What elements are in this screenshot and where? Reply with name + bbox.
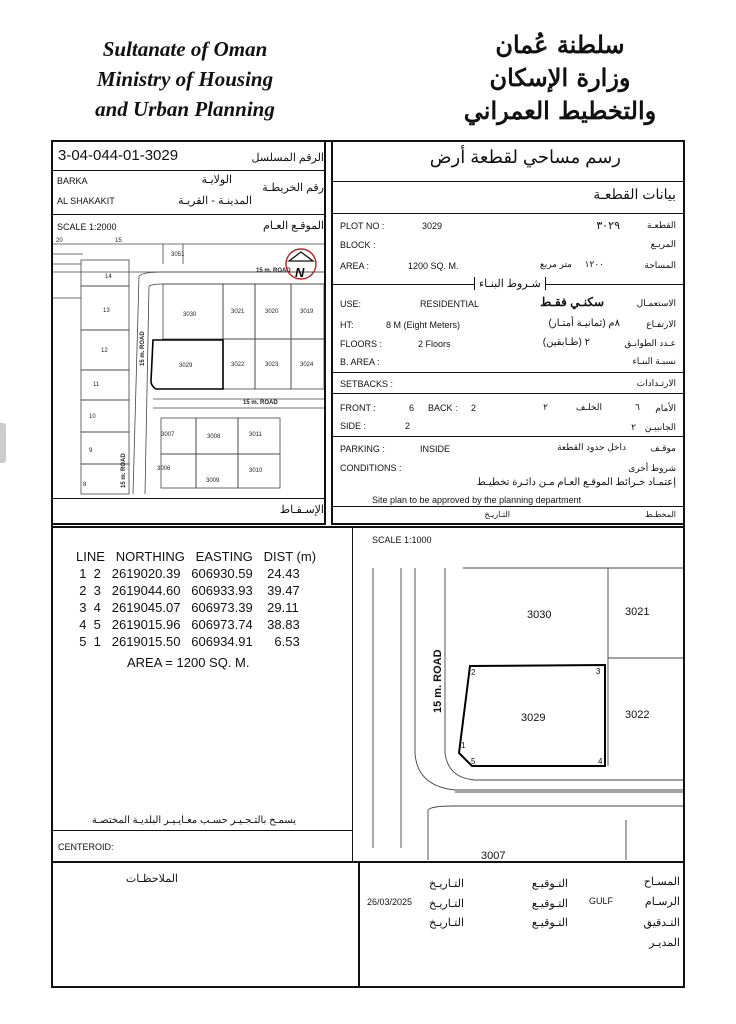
planner-label-ar: المخطـط bbox=[645, 510, 676, 519]
vertex-label: 2 bbox=[471, 668, 476, 677]
block-label: BLOCK : bbox=[340, 240, 376, 250]
map-label-road-top: 15 m. ROAD bbox=[256, 268, 291, 274]
wilayat-value: BARKA bbox=[57, 176, 88, 186]
big-map-plot: 3030 bbox=[527, 609, 552, 621]
area-label-ar: المساحة bbox=[644, 260, 676, 270]
big-map-scale: SCALE 1:1000 bbox=[372, 535, 432, 545]
area-value-ar: ١٢٠٠ bbox=[584, 259, 604, 269]
location-label-ar: الموقـع العـام bbox=[263, 220, 324, 232]
setbacks-label: SETBACKS : bbox=[340, 379, 394, 389]
plot-no-value: 3029 bbox=[422, 221, 443, 231]
area-value: 1200 SQ. M. bbox=[408, 261, 459, 271]
map-plot: 3023 bbox=[265, 362, 279, 368]
drafter-label-ar: الرسـام bbox=[644, 896, 680, 908]
drafter-date-value: 26/03/2025 bbox=[367, 897, 413, 907]
surveyor-label-ar: المسـاح bbox=[643, 876, 680, 888]
map-plot: 3006 bbox=[157, 466, 171, 472]
ministry-line-2: Ministry of Housing bbox=[96, 67, 274, 91]
map-plot: 3022 bbox=[231, 362, 245, 368]
coords-row: 2 3 2619044.60 606933.93 39.47 bbox=[72, 583, 300, 598]
floors-value: 2 Floors bbox=[418, 339, 451, 349]
height-label-ar: الارتفـاع bbox=[646, 319, 676, 329]
front-value: 6 bbox=[409, 403, 415, 413]
b-area-label: B. AREA : bbox=[340, 357, 380, 367]
map-plot: 3007 bbox=[161, 432, 175, 438]
ministry-line-1: Sultanate of Oman bbox=[102, 37, 268, 61]
parking-value-ar: داخل حدود القطعة bbox=[557, 442, 626, 452]
front-value-ar: ٦ bbox=[635, 402, 640, 412]
floors-value-ar: ٢ (طـابقين) bbox=[542, 337, 590, 348]
map-plot: 8 bbox=[83, 482, 87, 488]
page-edge-handle[interactable] bbox=[0, 423, 6, 463]
map-plot: 3030 bbox=[183, 312, 197, 318]
coords-header: LINE NORTHING EASTING DIST (m) bbox=[76, 549, 317, 564]
centeroid-label: CENTEROID: bbox=[58, 842, 114, 852]
conditions-label-ar: شروط أخرى bbox=[628, 463, 676, 473]
conditions-text-ar: إعتمـاد خـرائط الموقـع العـام مـن دائـرة تخطيـط bbox=[476, 477, 676, 488]
north-arrow-icon bbox=[286, 249, 316, 280]
ministry-name-en bbox=[70, 34, 300, 124]
map-plot: 3010 bbox=[249, 468, 263, 474]
checker-date-ar: التـاريـخ bbox=[429, 917, 464, 929]
area-label: AREA : bbox=[340, 261, 370, 271]
map-plot: 11 bbox=[93, 382, 100, 388]
map-plot: 3029 bbox=[179, 363, 193, 369]
wilayat-label-ar: الولايـة bbox=[201, 174, 232, 186]
map-plot: 3019 bbox=[300, 309, 314, 315]
setbacks-label-ar: الارتـدادات bbox=[636, 378, 676, 388]
map-plot: 9 bbox=[89, 448, 93, 454]
coords-row: 1 2 2619020.39 606930.59 24.43 bbox=[72, 566, 300, 581]
svg-text:N: N bbox=[295, 265, 305, 280]
ministry-ar-line-1: سلطنة عُمان bbox=[495, 30, 625, 59]
drafter-signature-ar: التـوقيـع bbox=[531, 898, 568, 910]
map-label-road-mid: 15 m. ROAD bbox=[243, 400, 278, 406]
plot-no-label: PLOT NO : bbox=[340, 221, 385, 231]
map-no-label-ar: رقم الخريطـة bbox=[262, 182, 324, 194]
side-label: SIDE : bbox=[340, 421, 367, 431]
date-label-ar: التـاريـخ bbox=[484, 510, 510, 519]
use-label-ar: الاستعمـال bbox=[636, 298, 676, 308]
plot-label-ar: القطعـة bbox=[647, 220, 676, 230]
big-map-plot: 3029 bbox=[521, 712, 546, 724]
vertex-label: 4 bbox=[598, 757, 603, 766]
vertex-label: 1 bbox=[461, 741, 466, 750]
use-value: RESIDENTIAL bbox=[420, 299, 480, 309]
tolerance-note-ar: يسمـح بالتـجـيـر حسـب معـايـيـر البلديـة المختصـة bbox=[91, 815, 296, 826]
ministry-line-3: and Urban Planning bbox=[95, 97, 275, 121]
coords-row: 3 4 2619045.07 606973.39 29.11 bbox=[72, 600, 299, 615]
map-plot: 3011 bbox=[249, 432, 262, 438]
side-value-ar: ٢ bbox=[631, 422, 636, 432]
use-label: USE: bbox=[340, 299, 362, 309]
map-plot: 12 bbox=[101, 348, 108, 354]
vertex-label: 5 bbox=[471, 757, 476, 766]
projection-label-ar: الإسـقـاط bbox=[279, 504, 324, 516]
area-unit-ar: متر مربع bbox=[539, 259, 572, 269]
village-label-ar: المدينـة - القريـة bbox=[177, 195, 252, 207]
ministry-ar-line-2: وزارة الإسكان bbox=[489, 63, 631, 92]
big-map-plot: 3007 bbox=[481, 850, 506, 860]
map-plot: 3020 bbox=[265, 309, 279, 315]
director-label-ar: المديـر bbox=[649, 937, 680, 949]
block-label-ar: المربـع bbox=[650, 239, 676, 249]
surveyor-date-ar: التـاريـخ bbox=[429, 878, 464, 890]
village-value: AL SHAKAKIT bbox=[57, 196, 115, 206]
back-value-ar: ٢ bbox=[543, 402, 548, 412]
side-label-ar: الجانبيـن bbox=[644, 422, 676, 432]
conditions-label: CONDITIONS : bbox=[340, 463, 402, 473]
surveyor-signature-ar: التـوقيـع bbox=[531, 878, 568, 890]
map-plot: 10 bbox=[89, 414, 96, 420]
big-map-road: 15 m. ROAD bbox=[432, 649, 444, 713]
floors-label: FLOORS : bbox=[340, 339, 383, 349]
checker-label-ar: التـدقيق bbox=[643, 917, 680, 929]
map-label-road-left2: 15 m. ROAD bbox=[121, 453, 127, 488]
height-value-ar: ٨م (ثمانيـة أمتـار) bbox=[548, 318, 620, 329]
big-map-plot: 3022 bbox=[625, 709, 650, 721]
map-plot: 15 bbox=[115, 238, 122, 244]
plot-sketch-map bbox=[353, 548, 683, 860]
height-label: HT: bbox=[340, 320, 354, 330]
map-plot: 3008 bbox=[207, 434, 221, 440]
small-map-scale: SCALE 1:2000 bbox=[57, 222, 117, 232]
map-plot: 3024 bbox=[300, 362, 314, 368]
plot-data-heading-ar: بيانات القطعـة bbox=[593, 186, 676, 202]
drafter-name: GULF bbox=[589, 896, 614, 906]
parking-label: PARKING : bbox=[340, 444, 385, 454]
map-plot: 3021 bbox=[231, 309, 245, 315]
serial-label-ar: الرقم المسلسل bbox=[251, 152, 324, 164]
big-map-plot: 3021 bbox=[625, 606, 650, 618]
document-title-ar: رسم مساحي لقطعة أرض bbox=[429, 147, 621, 167]
coords-row: 5 1 2619015.50 606934.91 6.53 bbox=[72, 634, 300, 649]
parking-label-ar: موقـف bbox=[650, 443, 676, 453]
parking-value: INSIDE bbox=[420, 444, 451, 454]
ministry-ar-line-3: والتخطيط العمراني bbox=[463, 96, 657, 125]
back-label: BACK : bbox=[428, 403, 458, 413]
map-plot: 14 bbox=[105, 274, 112, 280]
floors-label-ar: عـدد الطوابـق bbox=[624, 338, 676, 348]
coords-row: 4 5 2619015.96 606973.74 38.83 bbox=[72, 617, 300, 632]
plot-no-value-ar: ٣٠٢٩ bbox=[596, 220, 620, 232]
serial-number: 3-04-044-01-3029 bbox=[58, 147, 179, 164]
location-map bbox=[53, 236, 324, 498]
vertex-label: 3 bbox=[596, 667, 601, 676]
area-total: AREA = 1200 SQ. M. bbox=[127, 655, 250, 670]
conditions-text-en: Site plan to be approved by the planning department bbox=[372, 495, 582, 505]
ministry-name-ar bbox=[460, 28, 660, 127]
building-conditions-heading-ar: شـروط البنـاء bbox=[479, 278, 541, 290]
map-plot: 3009 bbox=[206, 478, 220, 484]
use-value-ar: سكنـي فقـط bbox=[540, 295, 604, 309]
map-plot: 20 bbox=[56, 238, 63, 244]
back-label-ar: الخلـف bbox=[576, 402, 602, 412]
height-value: 8 M (Eight Meters) bbox=[386, 320, 461, 330]
back-value: 2 bbox=[471, 403, 477, 413]
map-plot: 3051 bbox=[171, 252, 185, 258]
drafter-date-ar: التـاريـخ bbox=[429, 898, 464, 910]
front-label-ar: الأمام bbox=[655, 403, 676, 413]
notes-label-ar: الملاحظـات bbox=[125, 873, 178, 885]
side-value: 2 bbox=[405, 421, 411, 431]
b-area-label-ar: نسبـة البنـاء bbox=[632, 356, 676, 366]
building-conditions-tag-ar bbox=[474, 277, 546, 290]
map-label-road-left: 15 m. ROAD bbox=[140, 331, 146, 366]
front-label: FRONT : bbox=[340, 403, 376, 413]
checker-signature-ar: التـوقيـع bbox=[531, 917, 568, 929]
map-plot: 13 bbox=[103, 308, 110, 314]
